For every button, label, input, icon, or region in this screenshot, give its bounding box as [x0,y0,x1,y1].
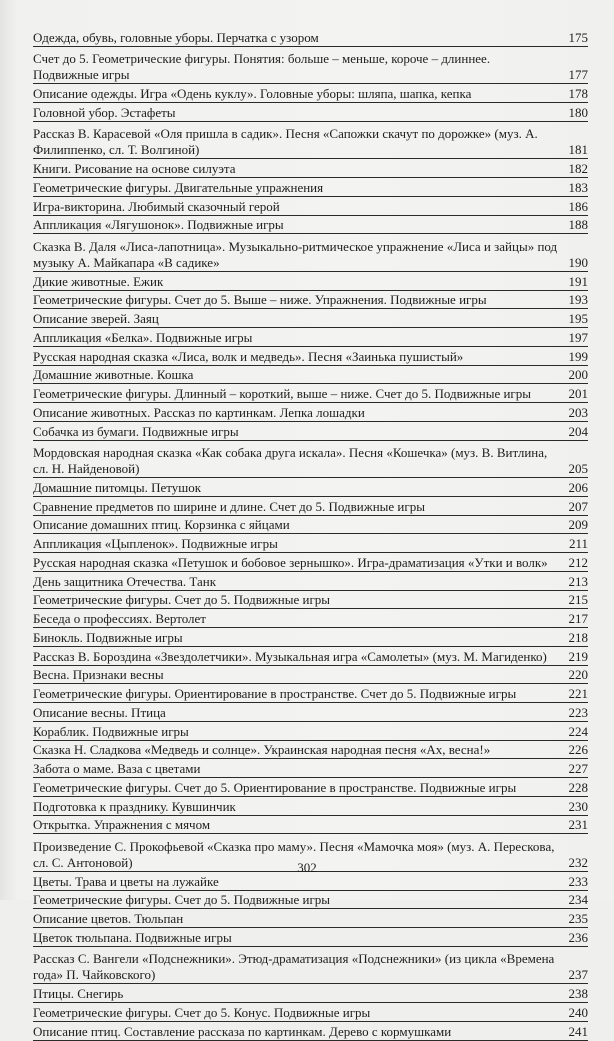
toc-entry-title: Книги. Рисование на основе силуэта [33,161,236,176]
toc-entry-page: 228 [568,779,588,795]
toc-entry-title: Рассказ В. Бороздина «Звездолетчики». Музыкальная игра «Самолеты» (муз. М. Магиденко) [33,648,547,664]
toc-entry [33,384,588,403]
toc-entry [33,1022,588,1041]
toc-entry [33,159,588,178]
toc-entry-page: 212 [568,554,588,570]
toc-entry-title: Домашние питомцы. Петушок [33,479,202,495]
toc-entry-title: Кораблик. Подвижные игры [33,723,189,739]
toc-entry [33,28,588,47]
toc-entry-title: Аппликация «Цыпленок». Подвижные игры [33,536,278,551]
toc-entry-title: Счет до 5. Геометрические фигуры. Понятия: больше – меньше, короче – длиннее. Подвижные игры [33,51,491,83]
toc-entry-title: Домашние животные. Кошка [33,367,194,383]
toc-entry-page: 236 [568,929,588,945]
toc-entry [33,572,588,591]
toc-entry-page: 223 [568,704,588,720]
toc-entry-title: Бинокль. Подвижные игры [33,629,183,645]
toc-entry [33,778,588,797]
toc-entry-title: Описание домашних птиц. Корзинка с яйцами [33,517,290,533]
toc-entry [33,628,588,647]
toc-entry-page: 177 [568,67,588,83]
toc-entry [33,609,588,628]
toc-entry [33,684,588,703]
toc-entry-page: 197 [568,329,588,345]
toc-entry-page: 183 [568,179,588,195]
toc-entry-title: Птицы. Снегирь [33,986,124,1001]
toc-entry-title: Произведение С. Прокофьевой «Сказка про маму». Песня «Мамочка моя» (муз. А. Пересковa, сл. С. Антоновой) [33,838,555,870]
toc-entry [33,272,588,291]
toc-entry-title: Головной убор. Эстафеты [33,104,176,120]
toc-entry-title: Геометрические фигуры. Двигательные упражнения [33,179,324,195]
toc-entry-page: 234 [568,892,588,908]
toc-entry-title: Аппликация «Лягушонок». Подвижные игры [33,217,284,233]
toc-entry-page: 205 [568,461,588,476]
toc-entry-title: Описание зверей. Заяц [33,311,159,326]
toc-entry [33,647,588,666]
toc-entry-page: 227 [568,761,588,776]
toc-entry [33,234,588,272]
toc-entry [33,722,588,741]
toc-entry [33,84,588,103]
toc-entry-page: 238 [568,986,588,1001]
toc-entry-title: День защитника Отечества. Танк [33,573,217,589]
table-of-contents [33,28,588,1041]
toc-entry-title: Забота о маме. Ваза с цветами [33,761,201,776]
page-number: 302 [297,860,317,875]
toc-entry-page: 230 [568,798,588,814]
toc-entry [33,797,588,816]
toc-entry-page: 199 [568,348,588,364]
toc-entry-title: Русская народная сказка «Петушок и бобовое зернышко». Игра-драматизация «Утки и волк» [33,554,548,570]
toc-entry [33,591,588,610]
toc-entry-page: 204 [568,423,588,439]
toc-entry-page: 190 [568,254,588,270]
toc-entry-title: Геометрические фигуры. Ориентирование в пространстве. Счет до 5. Подвижные игры [33,686,517,701]
toc-entry-title: Мордовская народная сказка «Как собака друга искала». Песня «Кошечка» (муз. В. Витлина, сл. Н. Найденовой) [33,445,548,476]
toc-entry-page: 221 [568,686,588,701]
toc-entry [33,553,588,572]
toc-entry-title: Описание животных. Рассказ по картинкам. Лепка лошадки [33,404,365,420]
toc-entry-title: Описание птиц. Составление рассказа по картинкам. Дерево с кормушками [33,1023,452,1039]
toc-entry-page: 209 [568,517,588,533]
toc-entry-title: Описание цветов. Тюльпан [33,911,184,926]
toc-entry-title: Рассказ С. Вангели «Подснежники». Этюд-драматизация «Подснежники» (из цикла «Времена года» П. Чайковского) [33,951,555,983]
toc-entry-page: 215 [568,592,588,608]
toc-entry [33,703,588,722]
toc-entry [33,291,588,310]
toc-entry-page: 181 [568,142,588,158]
toc-entry [33,47,588,85]
toc-entry-title: Весна. Признаки весны [33,667,164,683]
toc-entry-page: 220 [568,667,588,683]
toc-entry [33,909,588,928]
toc-entry-title: Цветок тюльпана. Подвижные игры [33,929,232,945]
toc-entry [33,103,588,122]
toc-entry-title: Геометрические фигуры. Счет до 5. Подвижные игры [33,892,331,908]
toc-entry-page: 231 [568,817,588,833]
toc-entry [33,197,588,216]
toc-entry-page: 226 [568,742,588,758]
toc-entry [33,122,588,160]
toc-entry-page: 200 [568,367,588,383]
toc-entry [33,516,588,535]
toc-entry-title: Геометрические фигуры. Длинный – короткий, выше – ниже. Счет до 5. Подвижные игры [33,386,531,401]
toc-entry-title: Сравнение предметов по ширине и длине. Счет до 5. Подвижные игры [33,498,425,514]
toc-entry-page: 178 [568,86,588,101]
toc-entry-title: Геометрические фигуры. Счет до 5. Выше – ниже. Упражнения. Подвижные игры [33,292,487,308]
toc-entry-page: 240 [568,1004,588,1020]
toc-entry-page: 233 [568,873,588,889]
toc-entry-title: Открытка. Упражнения с мячом [33,817,211,833]
toc-entry [33,309,588,328]
toc-entry-title: Сказка В. Даля «Лиса-лапотница». Музыкально-ритмическое упражнение «Лиса и зайцы» под музыку А. Майкапара «В садике» [33,238,558,270]
toc-entry [33,216,588,235]
toc-entry-title: Геометрические фигуры. Счет до 5. Конус. Подвижные игры [33,1004,371,1020]
toc-entry-page: 206 [568,479,588,495]
toc-entry-page: 182 [568,161,588,176]
toc-entry-page: 218 [568,629,588,645]
toc-entry-page: 217 [568,611,588,626]
toc-entry-page: 235 [568,911,588,926]
toc-entry-title: Описание одежды. Игра «Одень куклу». Головные уборы: шляпа, шапка, кепка [33,86,472,101]
toc-entry [33,366,588,385]
toc-entry-page: 201 [568,386,588,401]
toc-entry [33,178,588,197]
toc-entry [33,759,588,778]
toc-entry-title: Одежда, обувь, головные уборы. Перчатка с узором [33,29,319,45]
toc-entry-title: Рассказ В. Карасевой «Оля пришла в садик». Песня «Сапожки скачут по дорожке» (муз. А. Филиппенко, сл. Т. Волгиной) [33,126,538,158]
toc-entry-page: 213 [568,573,588,589]
toc-entry [33,497,588,516]
toc-entry-title: Беседа о профессиях. Вертолет [33,611,206,626]
toc-entry [33,422,588,441]
toc-entry-page: 180 [568,104,588,120]
toc-entry-page: 191 [568,273,588,289]
toc-entry-page: 211 [568,536,588,551]
toc-entry-page: 175 [568,29,588,45]
toc-entry [33,534,588,553]
toc-entry-title: Игра-викторина. Любимый сказочный герой [33,198,280,214]
toc-entry-title: Цветы. Трава и цветы на лужайке [33,873,219,889]
toc-entry-page: 237 [568,967,588,983]
toc-entry-page: 232 [568,854,588,870]
toc-entry-page: 195 [568,311,588,326]
toc-entry [33,347,588,366]
toc-entry-title: Геометрические фигуры. Счет до 5. Подвижные игры [33,592,331,608]
toc-entry-page: 241 [568,1023,588,1039]
toc-entry-title: Сказка Н. Сладкова «Медведь и солнце». Украинская народная песня «Ах, весна!» [33,742,491,758]
toc-entry-title: Русская народная сказка «Лиса, волк и медведь». Песня «Заинька пушистый» [33,348,464,364]
toc-entry-title: Геометрические фигуры. Счет до 5. Ориентирование в пространстве. Подвижные игры [33,779,517,795]
toc-entry-title: Подготовка к празднику. Кувшинчик [33,798,236,814]
toc-entry [33,928,588,947]
toc-entry [33,1003,588,1022]
toc-entry-page: 186 [568,198,588,214]
toc-entry [33,478,588,497]
toc-entry-page: 188 [568,217,588,233]
toc-entry [33,741,588,760]
toc-entry [33,947,588,985]
toc-entry [33,328,588,347]
toc-entry [33,403,588,422]
toc-entry-page: 224 [568,723,588,739]
toc-entry-page: 193 [568,292,588,308]
toc-entry [33,666,588,685]
toc-entry [33,816,588,835]
toc-entry-page: 207 [568,498,588,514]
toc-entry-title: Аппликация «Белка». Подвижные игры [33,329,253,345]
toc-entry-page: 219 [568,648,588,664]
toc-entry [33,984,588,1003]
toc-entry-page: 203 [568,404,588,420]
toc-entry-title: Собачка из бумаги. Подвижные игры [33,423,239,439]
toc-entry-title: Описание весны. Птица [33,704,166,720]
toc-entry [33,441,588,479]
toc-entry-title: Дикие животные. Ежик [33,273,164,289]
